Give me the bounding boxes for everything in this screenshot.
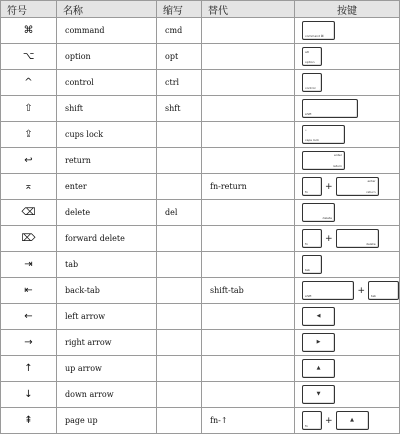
row-abbr	[157, 148, 202, 174]
row-abbr	[157, 174, 202, 200]
row-name: enter	[57, 174, 157, 200]
key-cell	[295, 304, 400, 330]
key-cell	[295, 44, 400, 70]
key-label: shift	[305, 294, 312, 298]
delete-key-image	[302, 203, 335, 222]
up-arrow-key-image	[336, 411, 369, 430]
table-row	[1, 226, 400, 252]
right-arrow-key-image	[302, 333, 335, 352]
delete-key-image	[336, 229, 379, 248]
row-alt	[202, 122, 295, 148]
key-cell	[295, 356, 400, 382]
return-key-image	[302, 151, 345, 170]
plus-sign: +	[325, 233, 333, 244]
key-cell	[295, 96, 400, 122]
row-name: tab	[57, 252, 157, 278]
row-abbr: ctrl	[157, 70, 202, 96]
plus-sign: +	[325, 181, 333, 192]
row-alt	[202, 330, 295, 356]
row-name: control	[57, 70, 157, 96]
return-symbol: ↩	[1, 148, 57, 174]
row-name: option	[57, 44, 157, 70]
row-name: down arrow	[57, 382, 157, 408]
forward-delete-symbol: ⌦	[1, 226, 57, 252]
down-arrow-key-image	[302, 385, 335, 404]
table-row	[1, 200, 400, 226]
enter-symbol: ⌅	[1, 174, 57, 200]
key-cell	[295, 252, 400, 278]
table-row	[1, 174, 400, 200]
key-label: caps lock	[305, 138, 319, 142]
fn-key-image	[302, 411, 322, 430]
key-cell	[295, 408, 400, 434]
key-label: return	[332, 164, 342, 168]
up-triangle-icon: ▲	[316, 365, 321, 371]
key-label: tab	[371, 294, 376, 298]
down-arrow-symbol: ↓	[1, 382, 57, 408]
fn-key-image	[302, 177, 322, 196]
table-row	[1, 304, 400, 330]
key-label: alt	[305, 50, 309, 54]
row-abbr	[157, 278, 202, 304]
shift-key-image	[302, 99, 358, 118]
shift-symbol: ⇧	[1, 96, 57, 122]
row-name: up arrow	[57, 356, 157, 382]
key-cell	[295, 174, 400, 200]
tab-key-image	[302, 255, 322, 274]
header-key: 按键	[295, 1, 400, 18]
key-cell	[295, 122, 400, 148]
key-cell	[295, 278, 400, 304]
key-cell	[295, 382, 400, 408]
back-tab-symbol: ⇤	[1, 278, 57, 304]
row-name: return	[57, 148, 157, 174]
table-header-row	[1, 1, 400, 18]
table-row	[1, 356, 400, 382]
left-arrow-key-image	[302, 307, 335, 326]
caps-indicator-dot: •	[305, 128, 307, 132]
key-label: command ⌘	[305, 34, 324, 38]
key-cell	[295, 226, 400, 252]
up-arrow-key-image	[302, 359, 335, 378]
header-alt: 替代	[202, 1, 295, 18]
row-alt: shift-tab	[202, 278, 295, 304]
row-abbr	[157, 304, 202, 330]
row-alt: fn-↑	[202, 408, 295, 434]
key-label: fn	[305, 242, 308, 246]
plus-sign: +	[357, 285, 366, 296]
key-cell	[295, 330, 400, 356]
option-symbol: ⌥	[1, 44, 57, 70]
table-row	[1, 148, 400, 174]
row-alt	[202, 200, 295, 226]
table-row	[1, 252, 400, 278]
row-alt	[202, 70, 295, 96]
row-alt	[202, 96, 295, 122]
row-name: page up	[57, 408, 157, 434]
key-label: return	[366, 190, 376, 194]
key-label: option	[305, 60, 315, 64]
header-name: 名称	[57, 1, 157, 18]
row-alt: fn-return	[202, 174, 295, 200]
row-alt	[202, 148, 295, 174]
row-abbr	[157, 330, 202, 356]
table-row	[1, 278, 400, 304]
control-symbol: ^	[1, 70, 57, 96]
key-label: delete	[322, 216, 332, 220]
key-cell	[295, 200, 400, 226]
table-row	[1, 70, 400, 96]
key-cell	[295, 70, 400, 96]
key-label: tab	[305, 268, 310, 272]
command-symbol: ⌘	[1, 18, 57, 44]
up-triangle-icon: ▲	[350, 417, 354, 423]
row-abbr	[157, 408, 202, 434]
command-key-image	[302, 21, 335, 40]
left-triangle-icon: ◀	[316, 313, 321, 319]
row-alt	[202, 18, 295, 44]
caps-lock-key-image	[302, 125, 345, 144]
row-name: shift	[57, 96, 157, 122]
fn-key-image	[302, 229, 322, 248]
row-abbr: shft	[157, 96, 202, 122]
row-name: right arrow	[57, 330, 157, 356]
row-abbr	[157, 252, 202, 278]
table-row	[1, 408, 400, 434]
row-name: left arrow	[57, 304, 157, 330]
key-label: shift	[305, 112, 312, 116]
row-alt	[202, 356, 295, 382]
table-row	[1, 122, 400, 148]
option-key-image	[302, 47, 322, 66]
key-cell	[295, 18, 400, 44]
row-name: cups lock	[57, 122, 157, 148]
key-label: fn	[305, 190, 308, 194]
key-label: enter	[367, 179, 376, 183]
table-row	[1, 18, 400, 44]
row-alt	[202, 304, 295, 330]
tab-key-image	[368, 281, 399, 300]
table-row	[1, 96, 400, 122]
key-cell	[295, 148, 400, 174]
row-alt	[202, 226, 295, 252]
up-arrow-symbol: ↑	[1, 356, 57, 382]
row-alt	[202, 44, 295, 70]
row-abbr	[157, 226, 202, 252]
row-name: forward delete	[57, 226, 157, 252]
right-triangle-icon: ▶	[316, 339, 321, 345]
key-label: delete	[366, 242, 376, 246]
delete-symbol: ⌫	[1, 200, 57, 226]
tab-symbol: ⇥	[1, 252, 57, 278]
key-label: enter	[333, 153, 342, 157]
row-abbr	[157, 122, 202, 148]
return-key-image	[336, 177, 379, 196]
control-key-image	[302, 73, 322, 92]
row-abbr: cmd	[157, 18, 202, 44]
header-abbr: 缩写	[157, 1, 202, 18]
row-alt	[202, 382, 295, 408]
down-triangle-icon: ▼	[316, 391, 321, 397]
table-row	[1, 382, 400, 408]
key-label: control	[305, 86, 316, 90]
left-arrow-symbol: ←	[1, 304, 57, 330]
row-alt	[202, 252, 295, 278]
row-name: back-tab	[57, 278, 157, 304]
caps-lock-symbol: ⇪	[1, 122, 57, 148]
row-abbr: del	[157, 200, 202, 226]
table-row	[1, 330, 400, 356]
table-row	[1, 44, 400, 70]
row-abbr	[157, 356, 202, 382]
key-label: fn	[305, 424, 308, 428]
row-name: delete	[57, 200, 157, 226]
plus-sign: +	[325, 415, 333, 426]
row-name: command	[57, 18, 157, 44]
header-symbol: 符号	[1, 1, 57, 18]
right-arrow-symbol: →	[1, 330, 57, 356]
row-abbr	[157, 382, 202, 408]
row-abbr: opt	[157, 44, 202, 70]
shift-key-image	[302, 281, 354, 300]
page-up-symbol: ⇞	[1, 408, 57, 434]
